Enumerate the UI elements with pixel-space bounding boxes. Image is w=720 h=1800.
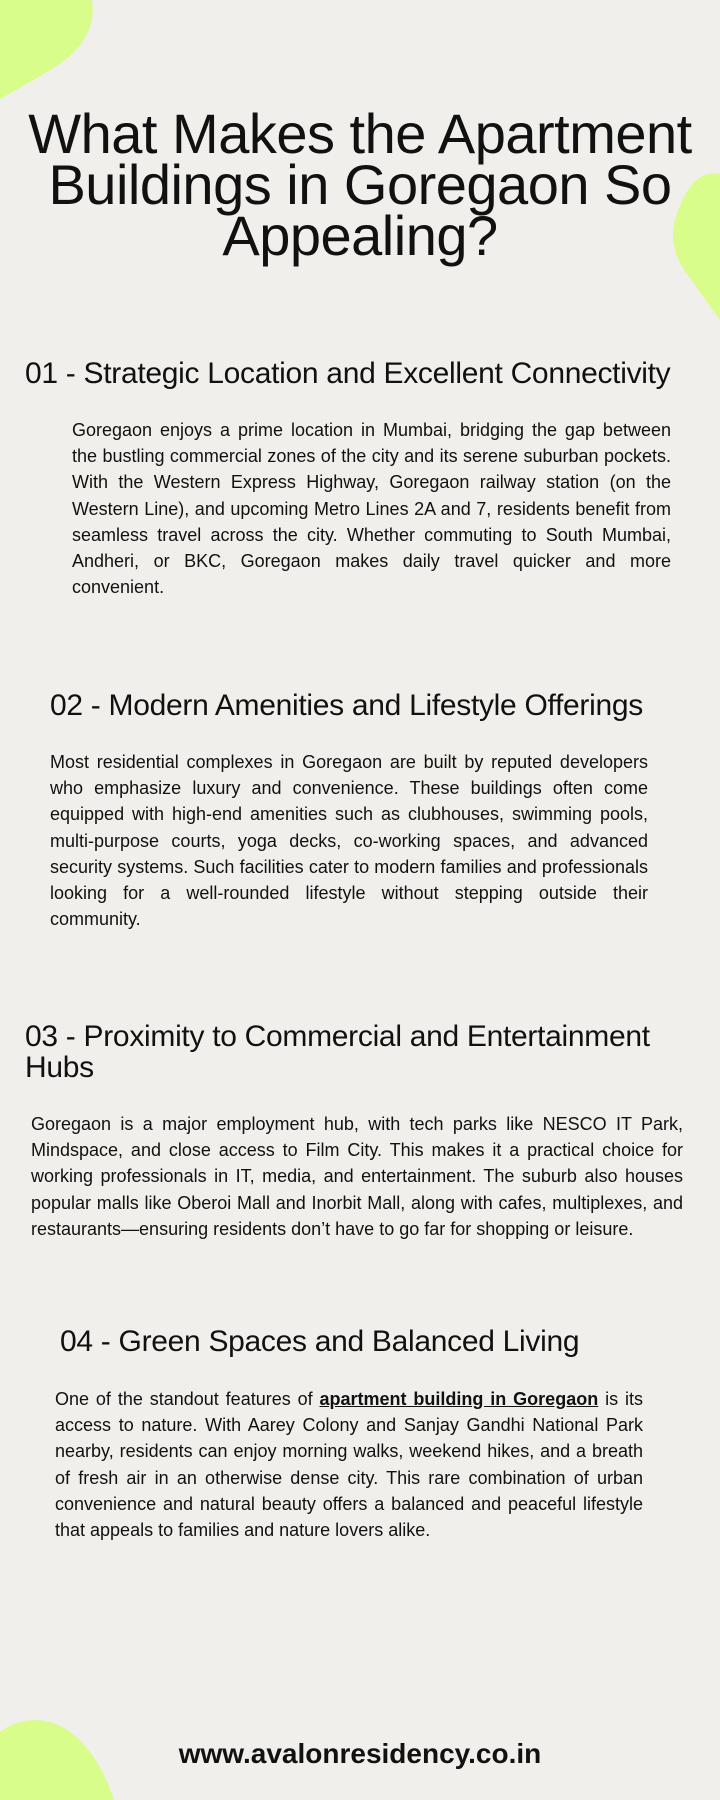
footer-website-url[interactable]: www.avalonresidency.co.in: [178, 1738, 542, 1769]
apartment-building-link[interactable]: apartment building in Goregaon: [319, 1389, 599, 1409]
section-body-01: Goregaon enjoys a prime location in Mumbai, bridging the gap between the bustling commercial zones of the city and its serene suburban pockets. With the Western Express Highway, Goregaon railway station (on the Western Line), and upcoming Metro Lines 2A and 7, residents benefit from seamless travel across the city. Whether commuting to South Mumbai, Andheri, or BKC, Goregaon makes daily travel quicker and more convenient.: [72, 420, 671, 598]
section-heading-03: 03 - Proximity to Commercial and Entertainment Hubs: [25, 1020, 650, 1084]
page-title: What Makes the Apartment Buildings in Goregaon So Appealing?: [28, 102, 692, 267]
section-body-02: Most residential complexes in Goregaon are built by reputed developers who emphasize luxury and convenience. These buildings often come equipped with high-end amenities such as clubhouses, swimming pools, multi-purpose courts, yoga decks, co-working spaces, and advanced security systems. Such facilities cater to modern families and professionals looking for a well-rounded lifestyle without stepping outside their community.: [50, 752, 648, 930]
section-body-04: [55, 1386, 643, 1543]
section-body-03: Goregaon is a major employment hub, with tech parks like NESCO IT Park, Mindspace, and close access to Film City. This makes it a practical choice for working professionals in IT, media, and entertainment. The suburb also houses popular malls like Oberoi Mall and Inorbit Mall, along with cafes, multiplexes, and restaurants—ensuring residents don’t have to go far for shopping or leisure.: [31, 1114, 683, 1239]
section-body-04-intro: One of the standout features of: [55, 1389, 320, 1409]
decorative-blob-top-left: [0, 0, 95, 100]
section-heading-01: 01 - Strategic Location and Excellent Connectivity: [25, 357, 671, 390]
section-heading-02: 02 - Modern Amenities and Lifestyle Offerings: [50, 689, 643, 722]
section-body-04-rest: is its access to nature. With Aarey Colony and Sanjay Gandhi National Park nearby, residents can enjoy morning walks, weekend hikes, and a breath of fresh air in an otherwise dense city. This rare combination of urban convenience and natural beauty offers a balanced and peaceful lifestyle that appeals to families and nature lovers alike.: [55, 1389, 643, 1541]
section-heading-04: 04 - Green Spaces and Balanced Living: [60, 1325, 580, 1358]
